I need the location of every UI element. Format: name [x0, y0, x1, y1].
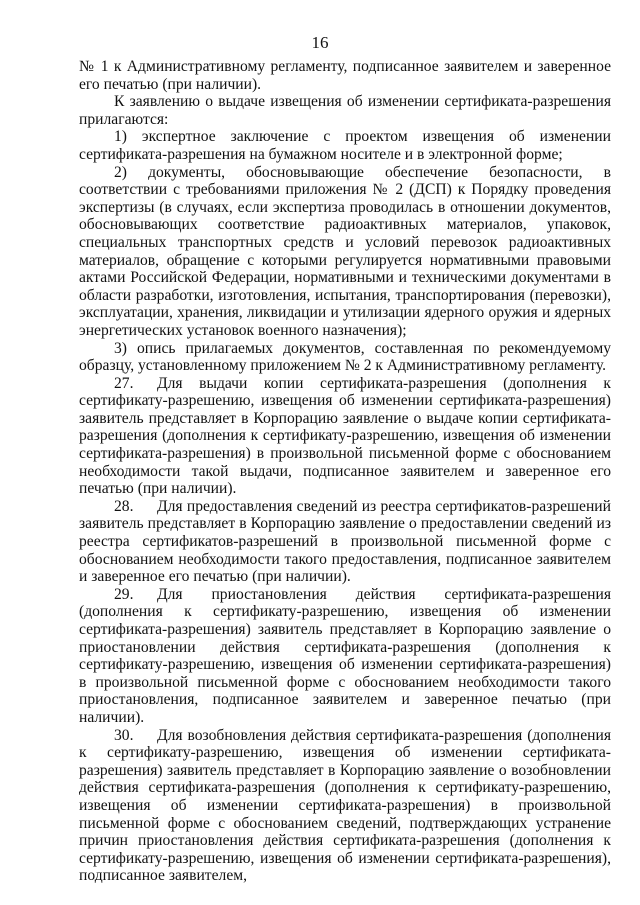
- clause-29: [79, 586, 611, 727]
- clause-27: [79, 375, 611, 498]
- clause-text: Для приостановления действия сертификата-разрешения (дополнения к сертификату-разрешению, извещения об изменении сертификата-разрешения) заявитель представляет в Корпорацию заявление о приостановлении действия сертификата-разрешения (дополнения к сертификату-разрешению, извещения об изменении сертификата-разрешения) в произвольной письменной форме с обоснованием необходимости такого приостановления, подписанное заявителем и заверенное печатью (при наличии).: [79, 585, 611, 726]
- clause-number: 28.: [114, 497, 134, 515]
- paragraph-continuation: № 1 к Административному регламенту, подписанное заявителем и заверенное его печатью (при наличии).: [79, 58, 611, 93]
- list-item-2: 2) документы, обосновывающие обеспечение безопасности, в соответствии с требованиями приложения № 2 (ДСП) к Порядку проведения экспертизы (в случаях, если экспертиза проводилась в отношении документов, обосновывающих соответствие радиоактивных материалов, упаковок, специальных транспортных средств и условий перевозок радиоактивных материалов, обращение с которыми регулируется нормативными правовыми актами Российской Федерации, нормативными и техническими документами в области разработки, изготовления, испытания, транспортирования (перевозки), эксплуатации, хранения, ликвидации и утилизации ядерного оружия и ядерных энергетических установок военного назначения);: [79, 163, 611, 339]
- clause-text: Для предоставления сведений из реестра сертификатов-разрешений заявитель представляет в Корпорацию заявление о предоставлении сведений из реестра сертификатов-разрешений в произвольной письменной форме с обоснованием необходимости такого предоставления, подписанное заявителем и заверенное его печатью (при наличии).: [79, 497, 611, 586]
- list-item-3: 3) опись прилагаемых документов, составленная по рекомендуемому образцу, установленному приложением № 2 к Административному регламенту.: [79, 339, 611, 375]
- clause-text: Для выдачи копии сертификата-разрешения (дополнения к сертификату-разрешению, извещения об изменении сертификата-разрешения) заявитель представляет в Корпорацию заявление о выдаче копии сертификата-разрешения (дополнения к сертификату-разрешению, извещения об изменении сертификата-разрешения) в произвольной письменной форме с обоснованием необходимости такой выдачи, подписанное заявителем и заверенное его печатью (при наличии).: [79, 374, 611, 498]
- paragraph-attachments-intro: К заявлению о выдаче извещения об изменении сертификата-разрешения прилагаются:: [79, 93, 611, 128]
- clause-number: 27.: [114, 374, 134, 392]
- clause-28: [79, 498, 611, 586]
- clause-text: Для возобновления действия сертификата-разрешения (дополнения к сертификату-разрешению, извещения об изменении сертификата-разрешения) заявитель представляет в Корпорацию заявление о возобновлении действия сертификата-разрешения (дополнения к сертификату-разрешению, извещения об изменении сертификата-разрешения) в произвольной письменной форме с обоснованием сведений, подтверждающих устранение причин приостановления действия сертификата-разрешения (дополнения к сертификату-разрешению, извещения об изменении сертификата-разрешения), подписанное заявителем,: [79, 726, 611, 885]
- page-number: 16: [311, 33, 329, 52]
- list-item-1: 1) экспертное заключение с проектом извещения об изменении сертификата-разрешения на бумажном носителе и в электронной форме;: [79, 128, 611, 163]
- document-body: [79, 58, 611, 885]
- clause-30: [79, 727, 611, 885]
- clause-number: 29.: [114, 585, 134, 603]
- clause-number: 30.: [114, 726, 134, 744]
